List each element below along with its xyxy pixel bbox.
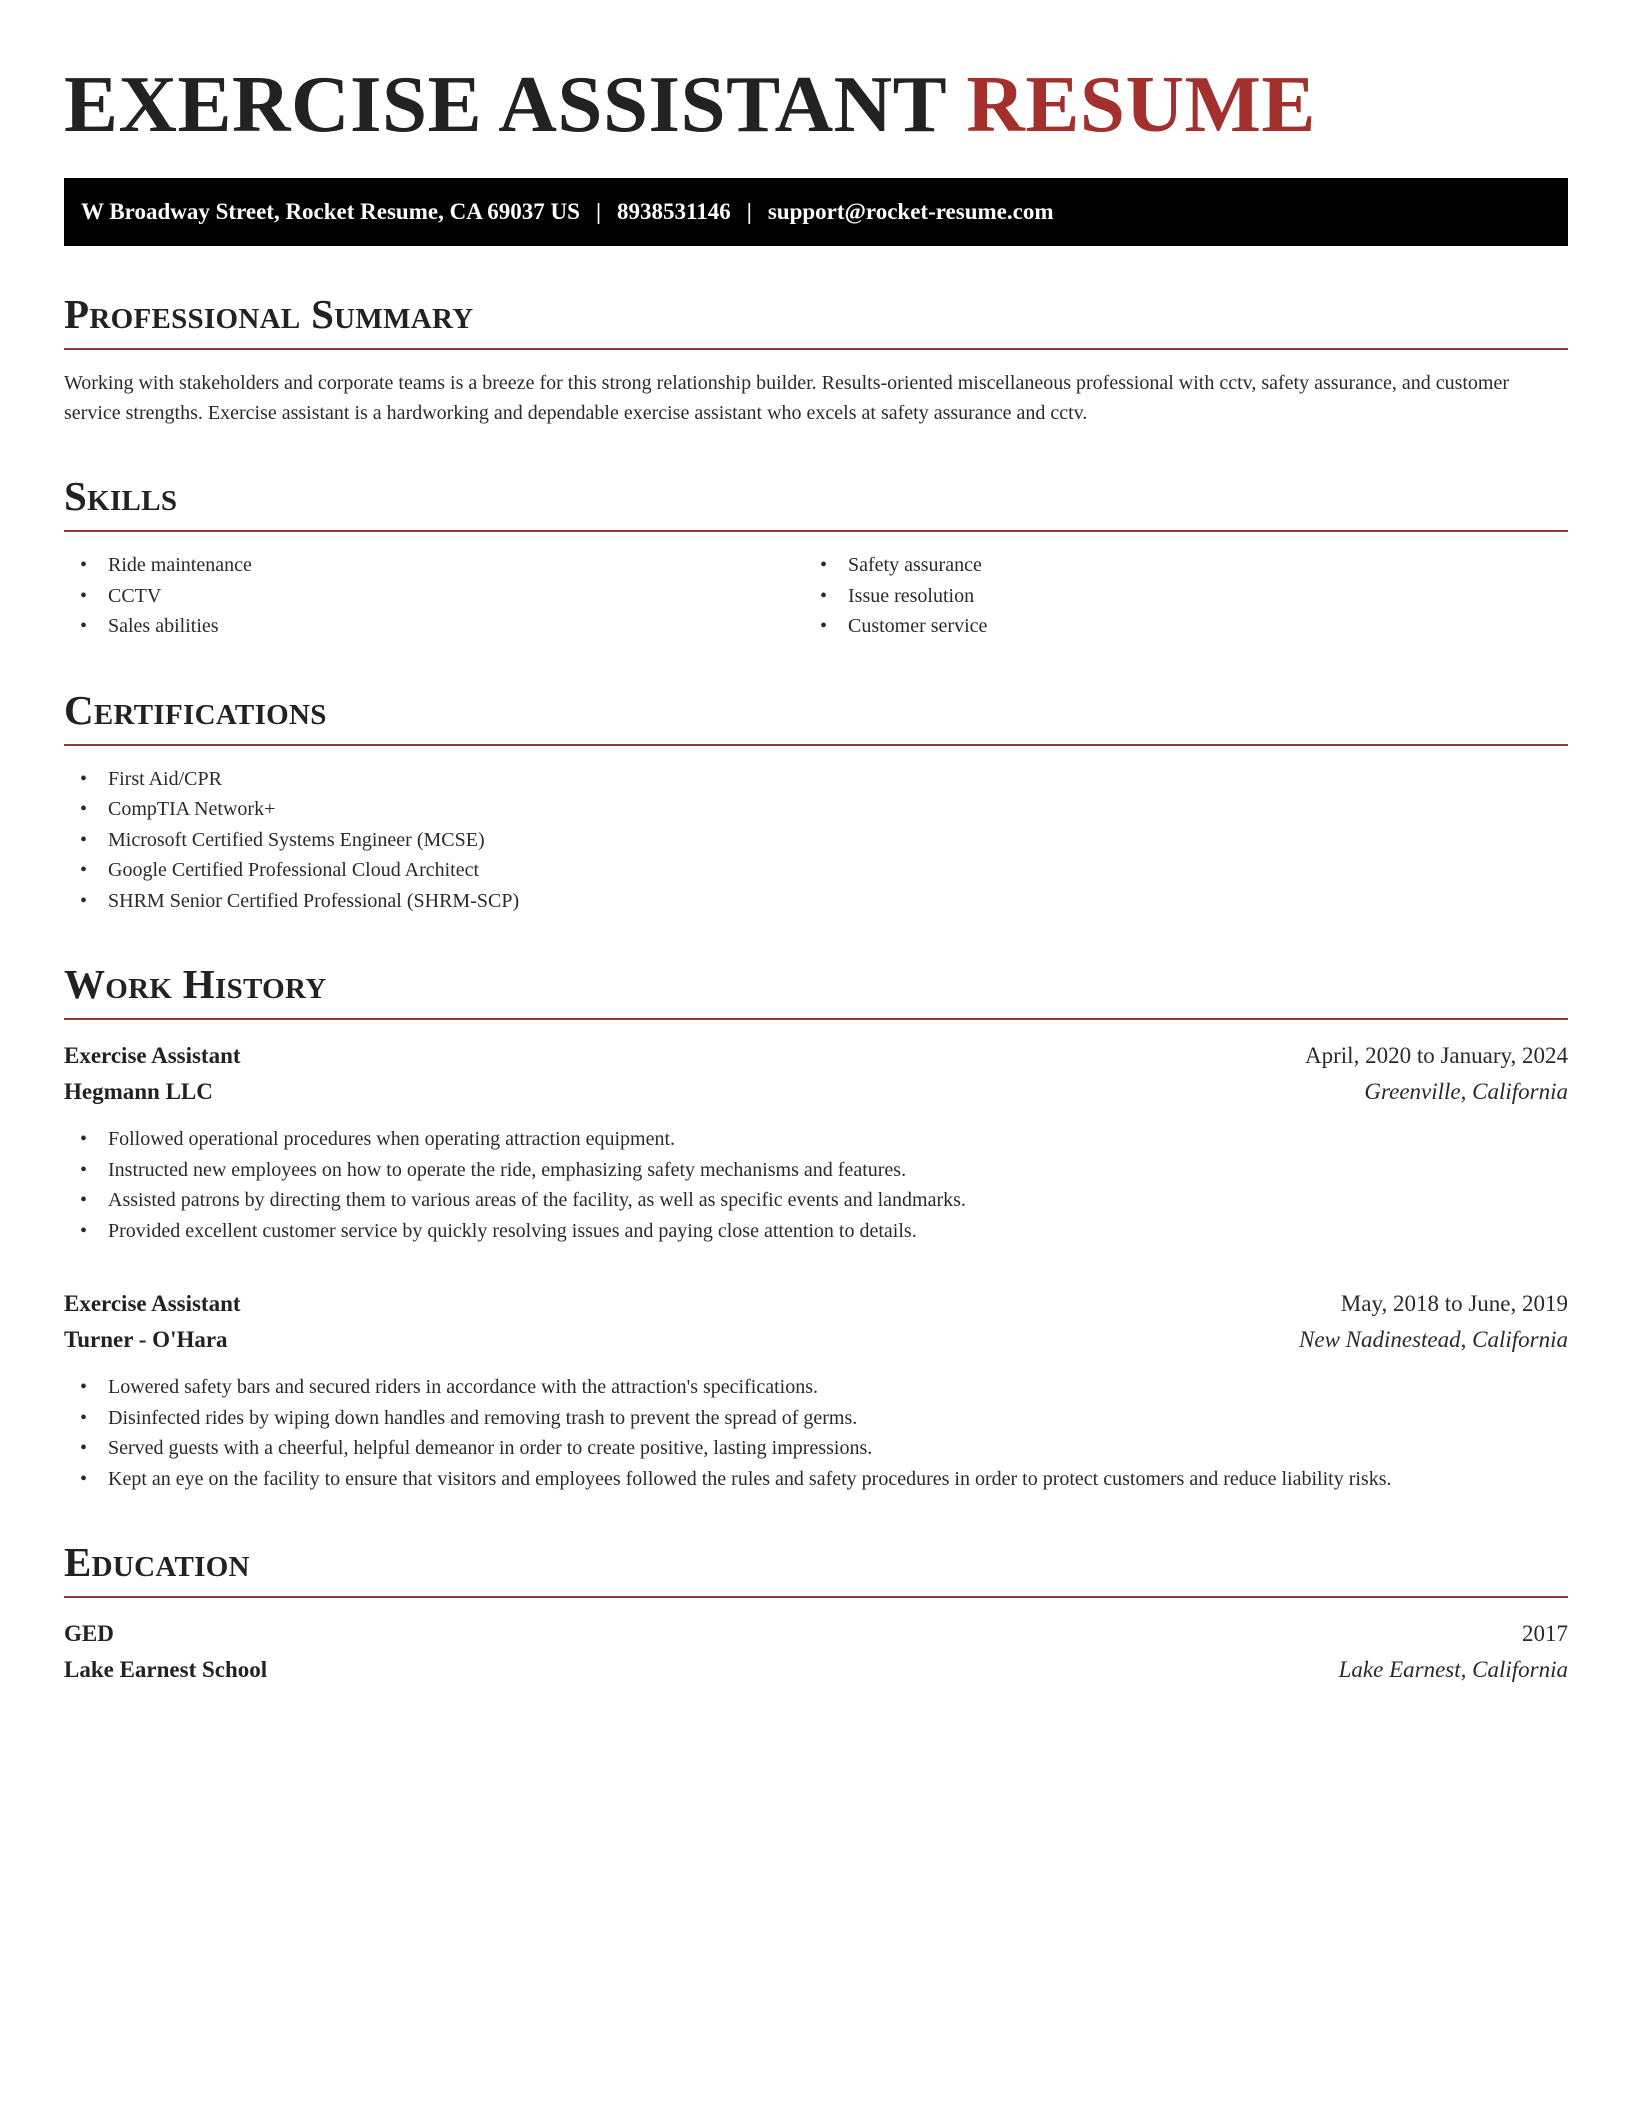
skills-section	[64, 472, 1568, 642]
job-duty: • Disinfected rides by wiping down handles and removing trash to prevent the spread of germs.	[64, 1403, 1568, 1434]
education-degree-row	[64, 1616, 1568, 1652]
certifications-heading: Certifications	[64, 686, 327, 733]
education-degree: GED	[64, 1621, 114, 1646]
job-duty: • Instructed new employees on how to operate the ride, emphasizing safety mechanisms and features.	[64, 1155, 1568, 1186]
job-title: Exercise Assistant	[64, 1291, 241, 1316]
job-entry	[64, 1286, 1568, 1494]
skills-list-right	[804, 550, 1544, 642]
skill-item: • Customer service	[804, 611, 1544, 642]
certifications-list	[64, 764, 1568, 917]
contact-separator: |	[595, 199, 602, 224]
skills-list-left	[64, 550, 804, 642]
job-company: Turner - O'Hara	[64, 1327, 228, 1352]
job-company-row	[64, 1074, 1568, 1110]
education-entry	[64, 1616, 1568, 1688]
education-location: Lake Earnest, California	[1338, 1657, 1568, 1682]
certification-item: • Microsoft Certified Systems Engineer (MCSE)	[64, 825, 1568, 856]
section-divider	[64, 744, 1568, 746]
job-duty: • Followed operational procedures when operating attraction equipment.	[64, 1124, 1568, 1155]
work-history-heading: Work History	[64, 961, 327, 1007]
education-section	[64, 1538, 1568, 1688]
certification-item: • SHRM Senior Certified Professional (SHRM-SCP)	[64, 886, 1568, 917]
skill-item: • CCTV	[64, 581, 804, 612]
job-company-row	[64, 1322, 1568, 1358]
section-divider	[64, 530, 1568, 532]
contact-address: W Broadway Street, Rocket Resume, CA 69037 US	[81, 199, 580, 224]
education-school-row	[64, 1652, 1568, 1688]
job-duties-list	[64, 1124, 1568, 1246]
education-year: 2017	[1522, 1621, 1568, 1646]
education-heading: Education	[64, 1539, 250, 1585]
resume-title	[64, 0, 1568, 152]
summary-section	[64, 290, 1568, 428]
section-divider	[64, 348, 1568, 350]
skill-item: • Issue resolution	[804, 581, 1544, 612]
certification-item: • CompTIA Network+	[64, 794, 1568, 825]
contact-bar	[64, 178, 1568, 246]
certification-item: • Google Certified Professional Cloud Architect	[64, 855, 1568, 886]
job-duty: • Kept an eye on the facility to ensure that visitors and employees followed the rules and safety procedures in order to protect customers and reduce liability risks.	[64, 1464, 1568, 1495]
section-divider	[64, 1596, 1568, 1598]
job-company: Hegmann LLC	[64, 1079, 213, 1104]
job-duty: • Served guests with a cheerful, helpful demeanor in order to create positive, lasting impressions.	[64, 1433, 1568, 1464]
contact-separator: |	[746, 199, 752, 224]
job-dates: May, 2018 to June, 2019	[1340, 1291, 1568, 1316]
skill-item: • Safety assurance	[804, 550, 1544, 581]
skill-item: • Sales abilities	[64, 611, 804, 642]
skill-item: • Ride maintenance	[64, 550, 804, 581]
job-location: Greenville, California	[1364, 1079, 1568, 1104]
certification-item: • First Aid/CPR	[64, 764, 1568, 795]
skills-grid	[64, 550, 1568, 642]
contact-email: support@rocket-resume.com	[767, 199, 1054, 224]
job-duties-list	[64, 1372, 1568, 1494]
work-history-section	[64, 960, 1568, 1494]
job-location: New Nadinestead, California	[1299, 1327, 1568, 1352]
job-duty: • Assisted patrons by directing them to various areas of the facility, as well as specific events and landmarks.	[64, 1185, 1568, 1216]
job-duty: • Lowered safety bars and secured riders in accordance with the attraction's specifications.	[64, 1372, 1568, 1403]
education-school: Lake Earnest School	[64, 1657, 268, 1682]
title-accent: RESUME	[966, 59, 1316, 149]
title-main: EXERCISE ASSISTANT	[64, 59, 946, 149]
summary-text: Working with stakeholders and corporate teams is a breeze for this strong relationship builder. Results-oriented miscellaneous professional with cctv, safety assurance, and customer service strengths. Exercise assistant is a hardworking and dependable exercise assistant who excels at safety assurance and cctv.	[64, 372, 1510, 424]
job-title-row	[64, 1038, 1568, 1074]
contact-phone: 8938531146	[617, 199, 731, 224]
job-title-row	[64, 1286, 1568, 1322]
job-duty: • Provided excellent customer service by quickly resolving issues and paying close attention to details.	[64, 1216, 1568, 1247]
certifications-section	[64, 686, 1568, 917]
section-divider	[64, 1018, 1568, 1020]
job-dates: April, 2020 to January, 2024	[1305, 1043, 1568, 1068]
summary-heading: Professional Summary	[64, 291, 474, 337]
job-entry	[64, 1038, 1568, 1246]
skills-heading: Skills	[64, 473, 178, 519]
job-title: Exercise Assistant	[64, 1043, 241, 1068]
